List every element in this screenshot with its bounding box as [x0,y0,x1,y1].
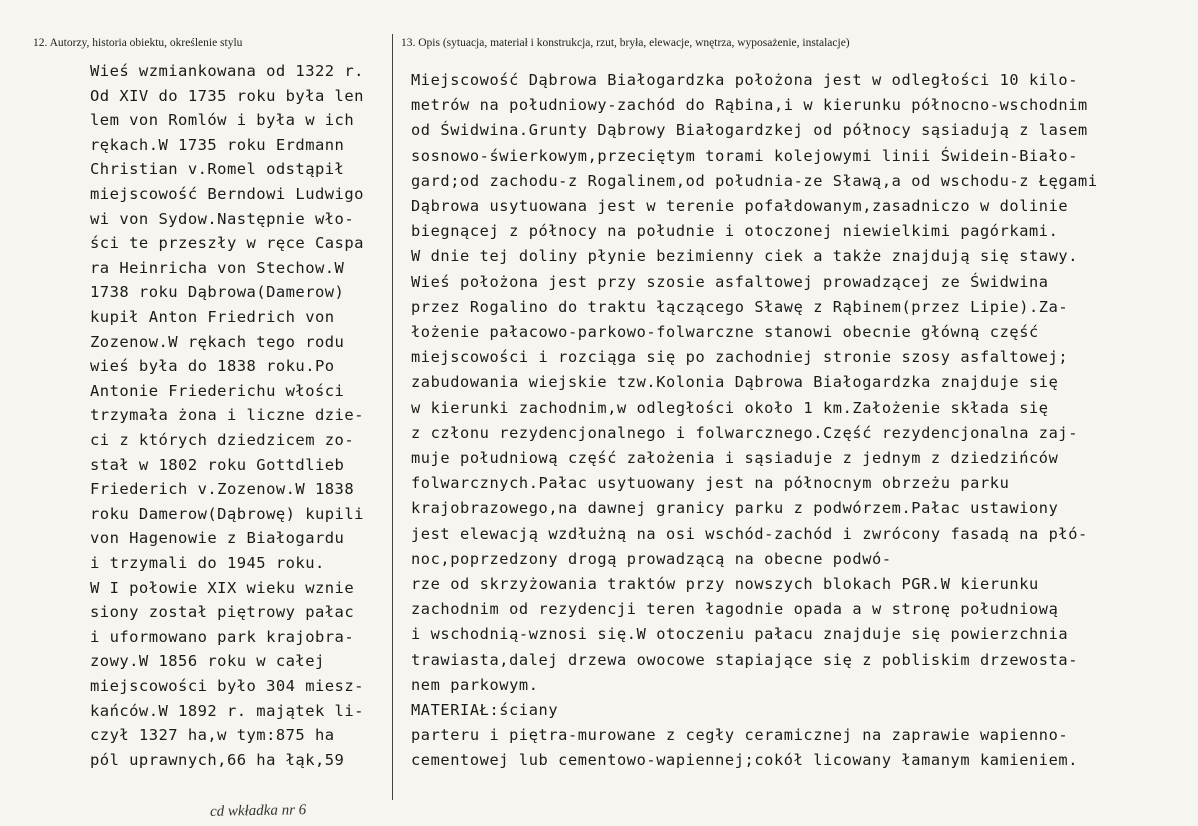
text-line: metrów na południowy-zachód do Rąbina,i w kierunku północno-wschodnim [411,96,1088,115]
text-line: i uformowano park krajobra- [90,627,355,646]
text-line: wi von Sydow.Następnie wło- [90,209,355,228]
text-line: von Hagenowie z Białogardu [90,529,345,548]
text-line: Friederich v.Zozenow.W 1838 [90,480,355,499]
text-line: rękach.W 1735 roku Erdmann [90,135,345,154]
text-line: zabudowania wiejskie tzw.Kolonia Dąbrowa Białogardzka znajduje się [411,373,1059,392]
text-line: miejscowości było 304 miesz- [90,677,364,695]
text-line: łożenie pałacowo-parkowo-folwarczne stanowi obecnie główną część [411,323,1039,341]
text-line: roku Damerow(Dąbrowę) kupili [90,504,364,523]
text-line: stał w 1802 roku Gottdlieb [90,455,345,474]
text-line: gard;od zachodu-z Rogalinem,od południa-ze Sławą,a od wschodu-z Łęgami [411,171,1098,190]
section-12-header: 12. Autorzy, historia obiektu, określenie stylu [33,37,243,49]
text-line: przez Rogalino do traktu łączącego Sławę z Rąbinem(przez Lipie).Za- [411,297,1069,316]
text-line: noc,poprzedzony drogą prowadzącą na obecne podwó- [411,549,892,568]
text-line: krajobrazowego,na dawnej granicy parku z podwórzem.Pałac ustawiony [411,499,1059,518]
text-line: i trzymali do 1945 roku. [90,554,325,572]
text-line: biegnącej z północy na południe i otoczonej niewielkimi pagórkami. [411,222,1059,241]
text-line: MATERIAŁ:ściany [411,701,559,719]
text-line: Od XIV do 1735 roku była len [90,86,364,105]
text-line: Christian v.Romel odstąpił [90,160,345,179]
text-line: nem parkowym. [411,675,539,694]
text-line: ra Heinricha von Stechow.W [90,258,345,277]
text-line: siony został piętrowy pałac [90,603,355,622]
text-line: jest elewacją wzdłużną na osi wschód-zachód i zwrócony fasadą na płó- [411,524,1088,543]
text-line: rze od skrzyżowania traktów przy nowszych blokach PGR.W kierunku [411,575,1039,593]
column-divider [392,34,393,800]
text-line: kańców.W 1892 r. majątek li- [90,701,364,720]
text-line: wieś była do 1838 roku.Po [90,357,335,376]
text-line: W I połowie XIX wieku wznie [90,578,355,597]
text-line: 1738 roku Dąbrowa(Damerow) [90,283,345,302]
text-line: zachodnim od rezydencji teren łagodnie opada a w stronę południową [411,600,1059,619]
text-line: cementowej lub cementowo-wapiennej;cokół licowany łamanym kamieniem. [411,751,1079,770]
text-line: ści te przeszły w ręce Caspa [90,234,364,253]
text-line: ci z których dziedzicem zo- [90,431,355,449]
text-line: miejscowości i rozciąga się po zachodniej stronie szosy asfaltowej; [411,348,1069,367]
text-line: czył 1327 ha,w tym:875 ha [90,726,335,745]
text-line: trawiasta,dalej drzewa owocowe stapiające się z pobliskim drzewosta- [411,650,1079,669]
text-line: miejscowość Berndowi Ludwigo [90,185,364,203]
text-line: lem von Romlów i była w ich [90,111,355,130]
handwritten-note: cd wkładka nr 6 [209,802,307,820]
text-line: pól uprawnych,66 ha łąk,59 [90,750,345,769]
text-line: Antonie Friederichu włości [90,381,345,400]
text-line: W dnie tej doliny płynie bezimienny ciek a także znajdują się stawy. [411,247,1079,266]
text-line: i wschodnią-wznosi się.W otoczeniu pałacu znajduje się powierzchnia [411,625,1069,644]
text-line: folwarcznych.Pałac usytuowany jest na północnym obrzeżu parku [411,474,1010,493]
text-line: Wieś położona jest przy szosie asfaltowej prowadzącej ze Świdwina [411,272,1049,291]
text-line: kupił Anton Friedrich von [90,308,335,326]
text-line: w kierunki zachodnim,w odległości około 1 km.Założenie składa się [411,398,1049,417]
text-line: Miejscowość Dąbrowa Białogardzka położona jest w odległości 10 kilo- [411,71,1079,89]
section-13-header: 13. Opis (sytuacja, materiał i konstrukcja, rzut, bryła, elewacje, wnętrza, wyposażenie, instalacje) [401,37,850,49]
text-line: zowy.W 1856 roku w całej [90,652,325,671]
text-line: muje południową część założenia i sąsiaduje z jednym z dziedzińców [411,449,1059,467]
text-line: sosnowo-świerkowym,przeciętym torami kolejowymi linii Świdein-Biało- [411,146,1079,165]
text-line: Zozenow.W rękach tego rodu [90,332,345,351]
text-line: od Świdwina.Grunty Dąbrowy Białogardzkej od północy sąsiadują z lasem [411,121,1088,140]
text-line: parteru i piętra-murowane z cegły ceramicznej na zaprawie wapienno- [411,726,1069,745]
text-line: z członu rezydencjonalnego i folwarcznego.Część rezydencjonalna zaj- [411,423,1079,442]
text-line: Dąbrowa usytuowana jest w terenie pofałdowanym,zasadniczo w dolinie [411,197,1069,215]
text-line: Wieś wzmiankowana od 1322 r. [90,62,364,80]
text-line: trzymała żona i liczne dzie- [90,406,364,425]
